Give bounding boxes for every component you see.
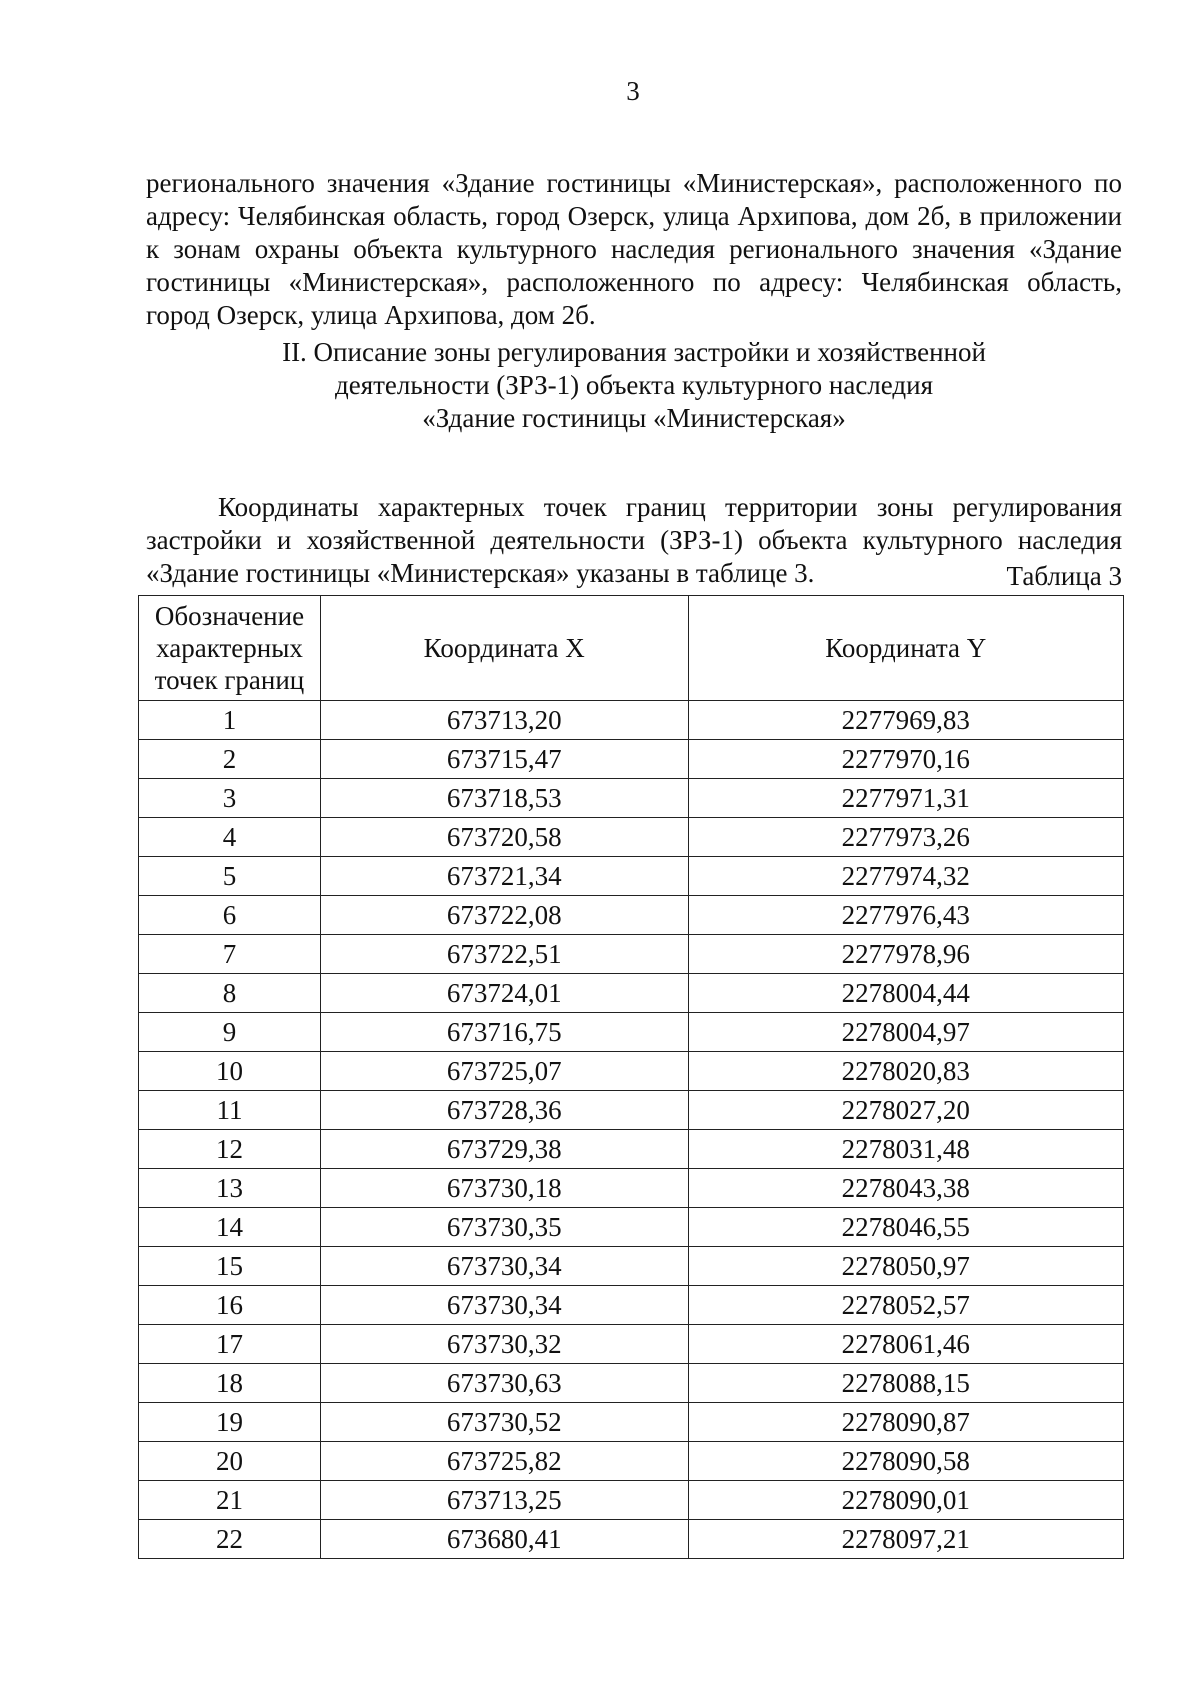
coordinate-x-cell: 673725,07: [320, 1052, 688, 1091]
point-number-cell: 5: [139, 857, 321, 896]
table-row: [139, 701, 1124, 740]
coordinate-y-cell: 2277969,83: [688, 701, 1123, 740]
coordinate-y-cell: 2278043,38: [688, 1169, 1123, 1208]
table-row: [139, 1520, 1124, 1559]
coordinate-y-cell: 2278004,44: [688, 974, 1123, 1013]
table-row: [139, 818, 1124, 857]
coordinate-x-cell: 673730,52: [320, 1403, 688, 1442]
coordinate-y-cell: 2278097,21: [688, 1520, 1123, 1559]
point-number-cell: 10: [139, 1052, 321, 1091]
coordinate-y-cell: 2278052,57: [688, 1286, 1123, 1325]
point-number-cell: 9: [139, 1013, 321, 1052]
point-number-cell: 20: [139, 1442, 321, 1481]
coordinate-x-cell: 673722,51: [320, 935, 688, 974]
coordinate-x-cell: 673713,20: [320, 701, 688, 740]
point-number-cell: 19: [139, 1403, 321, 1442]
section-title-line: II. Описание зоны регулирования застройки и хозяйственной: [282, 337, 986, 367]
point-number-cell: 18: [139, 1364, 321, 1403]
coordinate-x-cell: 673730,35: [320, 1208, 688, 1247]
point-number-cell: 15: [139, 1247, 321, 1286]
coordinate-x-cell: 673715,47: [320, 740, 688, 779]
coordinate-x-cell: 673720,58: [320, 818, 688, 857]
table-row: [139, 1169, 1124, 1208]
section-title-line: «Здание гостиницы «Министерская»: [422, 403, 846, 433]
coordinate-y-cell: 2278004,97: [688, 1013, 1123, 1052]
point-number-cell: 2: [139, 740, 321, 779]
point-number-cell: 14: [139, 1208, 321, 1247]
coordinate-y-cell: 2277970,16: [688, 740, 1123, 779]
coordinate-y-cell: 2277971,31: [688, 779, 1123, 818]
coordinate-x-cell: 673724,01: [320, 974, 688, 1013]
coordinate-x-cell: 673728,36: [320, 1091, 688, 1130]
table-row: [139, 1208, 1124, 1247]
coordinate-y-cell: 2277974,32: [688, 857, 1123, 896]
table-header-row: [139, 596, 1124, 701]
table-row: [139, 935, 1124, 974]
point-number-cell: 6: [139, 896, 321, 935]
table-row: [139, 1247, 1124, 1286]
coordinate-x-cell: 673730,18: [320, 1169, 688, 1208]
point-number-cell: 4: [139, 818, 321, 857]
table-row: [139, 1364, 1124, 1403]
coordinate-y-cell: 2278050,97: [688, 1247, 1123, 1286]
coordinate-x-cell: 673722,08: [320, 896, 688, 935]
coordinate-y-cell: 2278090,58: [688, 1442, 1123, 1481]
coordinate-y-cell: 2278031,48: [688, 1130, 1123, 1169]
table-row: [139, 1481, 1124, 1520]
coordinate-x-cell: 673718,53: [320, 779, 688, 818]
point-number-cell: 7: [139, 935, 321, 974]
coordinate-y-cell: 2277976,43: [688, 896, 1123, 935]
coordinate-x-cell: 673721,34: [320, 857, 688, 896]
intro-paragraph: регионального значения «Здание гостиницы «Министерская», расположенного по адресу: Челябинская область, город Озерск, улица Архипова, дом 2б, в приложении к зонам охраны объекта культурного наследия регионального значения «Здание гостиницы «Министерская», расположенного по адресу: Челябинская область, город Озерск, улица Архипова, дом 2б.: [146, 168, 1122, 330]
point-number-cell: 11: [139, 1091, 321, 1130]
header-coordinate-x: Координата X: [320, 596, 688, 701]
header-coordinate-y: Координата Y: [688, 596, 1123, 701]
coordinate-x-cell: 673680,41: [320, 1520, 688, 1559]
table-row: [139, 1403, 1124, 1442]
point-number-cell: 12: [139, 1130, 321, 1169]
coordinate-x-cell: 673730,34: [320, 1247, 688, 1286]
table-body: [139, 701, 1124, 1559]
section-title: [146, 336, 1122, 435]
coordinate-y-cell: 2277978,96: [688, 935, 1123, 974]
table-row: [139, 1325, 1124, 1364]
header-point-designation: Обозначение характерных точек границ: [139, 596, 321, 701]
coordinate-y-cell: 2278046,55: [688, 1208, 1123, 1247]
table-caption: Таблица 3: [1006, 561, 1122, 591]
coordinate-y-cell: 2278061,46: [688, 1325, 1123, 1364]
point-number-cell: 21: [139, 1481, 321, 1520]
coordinates-table: [138, 595, 1124, 1559]
page-number: 3: [626, 76, 640, 106]
coordinate-y-cell: 2277973,26: [688, 818, 1123, 857]
coordinate-x-cell: 673730,32: [320, 1325, 688, 1364]
table-row: [139, 1286, 1124, 1325]
table-row: [139, 857, 1124, 896]
coordinate-y-cell: 2278027,20: [688, 1091, 1123, 1130]
coordinates-paragraph: Координаты характерных точек границ территории зоны регулирования застройки и хозяйственной деятельности (ЗРЗ-1) объекта культурного наследия «Здание гостиницы «Министерская» указаны в таблице 3.: [146, 492, 1122, 588]
point-number-cell: 22: [139, 1520, 321, 1559]
table-row: [139, 1052, 1124, 1091]
table-row: [139, 1013, 1124, 1052]
table-row: [139, 1130, 1124, 1169]
coordinate-x-cell: 673730,63: [320, 1364, 688, 1403]
coordinate-x-cell: 673725,82: [320, 1442, 688, 1481]
point-number-cell: 17: [139, 1325, 321, 1364]
coordinate-x-cell: 673713,25: [320, 1481, 688, 1520]
table-row: [139, 974, 1124, 1013]
coordinate-y-cell: 2278090,87: [688, 1403, 1123, 1442]
coordinate-y-cell: 2278020,83: [688, 1052, 1123, 1091]
point-number-cell: 3: [139, 779, 321, 818]
point-number-cell: 16: [139, 1286, 321, 1325]
table-row: [139, 896, 1124, 935]
table-row: [139, 779, 1124, 818]
coordinate-y-cell: 2278088,15: [688, 1364, 1123, 1403]
point-number-cell: 8: [139, 974, 321, 1013]
table-row: [139, 1091, 1124, 1130]
point-number-cell: 1: [139, 701, 321, 740]
coordinate-y-cell: 2278090,01: [688, 1481, 1123, 1520]
coordinate-x-cell: 673716,75: [320, 1013, 688, 1052]
table-row: [139, 740, 1124, 779]
table-row: [139, 1442, 1124, 1481]
coordinate-x-cell: 673730,34: [320, 1286, 688, 1325]
point-number-cell: 13: [139, 1169, 321, 1208]
section-title-line: деятельности (ЗРЗ-1) объекта культурного наследия: [334, 370, 934, 400]
coordinate-x-cell: 673729,38: [320, 1130, 688, 1169]
